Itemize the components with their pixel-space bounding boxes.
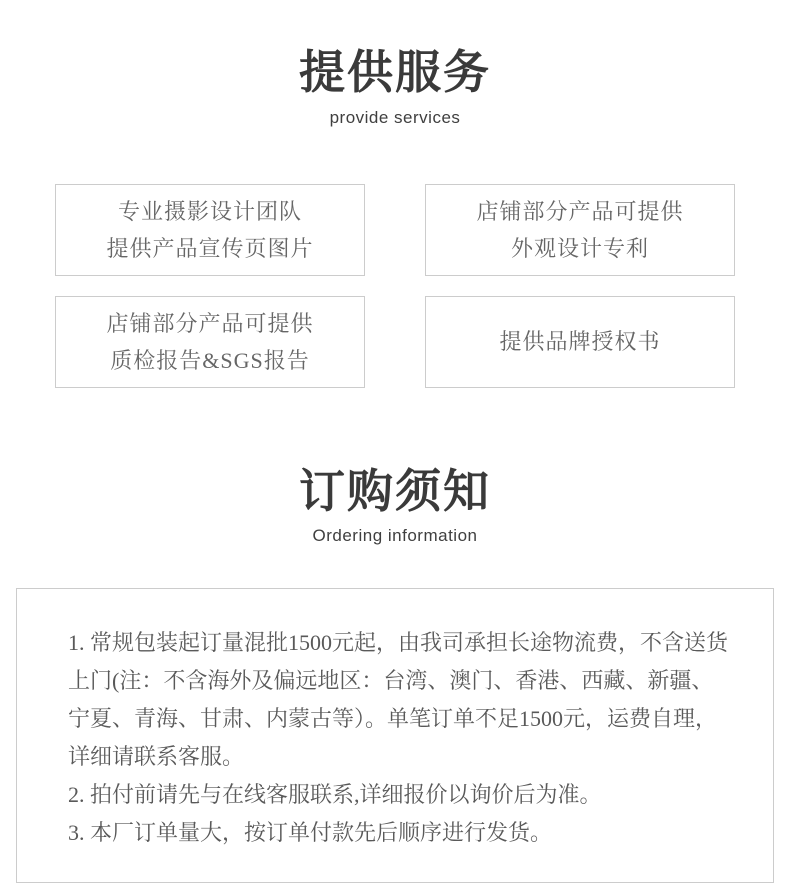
service-box-text: 外观设计专利 [510, 235, 649, 261]
services-title: 提供服务 [299, 46, 491, 98]
service-box-text: 店铺部分产品可提供 [476, 198, 684, 224]
ordering-subtitle: Ordering information [312, 526, 478, 546]
ordering-note-2: 2. 拍付前请先与在线客服联系,详细报价以询价后为准。 [68, 782, 602, 808]
services-section [0, 0, 790, 388]
service-box-brand-authorization [425, 296, 735, 388]
service-box-text: 专业摄影设计团队 [117, 198, 302, 224]
service-box-design-patent [425, 184, 735, 276]
service-box-grid [55, 184, 735, 388]
service-box-text: 提供品牌授权书 [499, 329, 661, 355]
ordering-notes-box [16, 588, 774, 883]
services-subtitle: provide services [329, 107, 461, 127]
service-box-text: 提供产品宣传页图片 [106, 235, 314, 261]
ordering-section [0, 388, 790, 883]
ordering-note-1: 1. 常规包装起订量混批1500元起，由我司承担长途物流费，不含送货上门(注：不含海外及偏远地区：台湾、澳门、香港、西藏、新疆、宁夏、青海、甘肃、内蒙古等）。单笔订单不足1500元，运费自理，详细请联系客服。 [68, 630, 729, 770]
service-box-photography [55, 184, 365, 276]
service-box-text: 店铺部分产品可提供 [106, 310, 314, 336]
ordering-title: 订购须知 [299, 464, 491, 517]
service-box-text: 质检报告&SGS报告 [110, 347, 310, 373]
service-box-quality-report [55, 296, 365, 388]
ordering-note-3: 3. 本厂订单量大，按订单付款先后顺序进行发货。 [68, 820, 553, 846]
